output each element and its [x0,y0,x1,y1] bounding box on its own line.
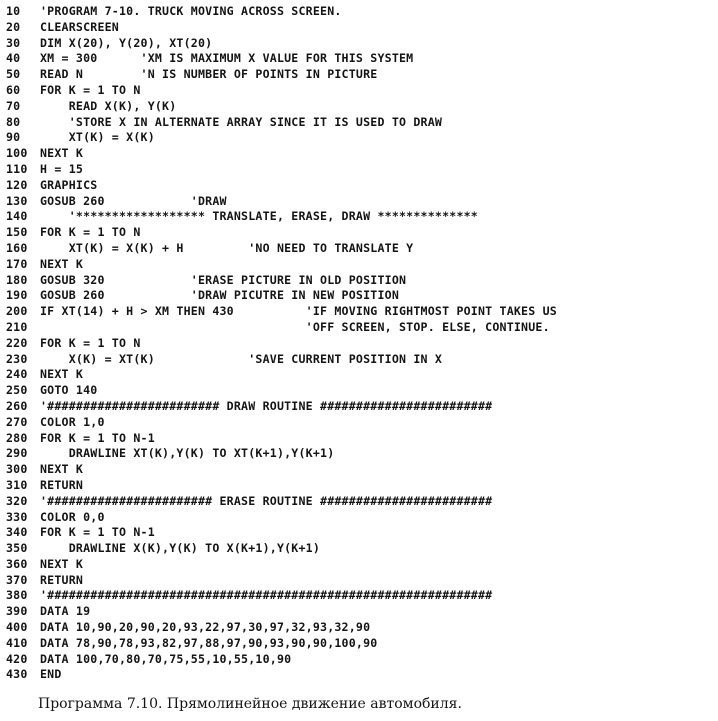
line-number: 320 [6,493,28,508]
code-text: '****************** TRANSLATE, ERASE, DRAW ************** [40,209,478,224]
code-text: GOSUB 260 'DRAW PICUTRE IN NEW POSITION [40,288,400,303]
line-number: 110 [6,161,28,176]
code-line [6,273,714,289]
code-text: READ X(K), Y(K) [40,98,177,113]
line-number: 100 [6,146,28,161]
code-line [6,146,714,162]
code-line [6,446,714,462]
line-number: 430 [6,667,28,682]
line-number: 380 [6,588,28,603]
line-number: 230 [6,351,28,366]
code-text: GOSUB 260 'DRAW [40,193,227,208]
code-line [6,304,714,320]
code-text: GOTO 140 [40,383,98,398]
line-number: 150 [6,225,28,240]
code-text: FOR K = 1 TO N [40,225,141,240]
line-number: 310 [6,477,28,492]
code-line [6,288,714,304]
line-number: 370 [6,572,28,587]
line-number: 280 [6,430,28,445]
line-number: 350 [6,541,28,556]
code-text: COLOR 0,0 [40,509,105,524]
code-text: DATA 19 [40,604,91,619]
code-line [6,241,714,257]
code-text: NEXT K [40,367,84,382]
code-text: NEXT K [40,146,84,161]
line-number: 360 [6,556,28,571]
code-line [6,36,714,52]
code-text: FOR K = 1 TO N-1 [40,525,155,540]
line-number: 300 [6,462,28,477]
line-number: 390 [6,604,28,619]
code-text: DIM X(20), Y(20), XT(20) [40,35,213,50]
line-number: 70 [6,98,21,113]
code-line [6,83,714,99]
line-number: 10 [6,4,21,18]
line-number: 40 [6,51,21,66]
code-line [6,99,714,115]
figure-caption: Программа 7.10. Прямолинейное движение автомобиля. [38,696,462,712]
line-number: 400 [6,620,28,635]
line-number: 200 [6,304,28,319]
code-line [6,320,714,336]
line-number: 180 [6,272,28,287]
code-line [6,20,714,36]
line-number: 120 [6,177,28,192]
line-number: 90 [6,130,21,145]
code-line [6,336,714,352]
code-line [6,415,714,431]
code-text: IF XT(14) + H > XM THEN 430 'IF MOVING RIGHTMOST POINT TAKES US [40,304,557,319]
code-text: COLOR 1,0 [40,414,105,429]
code-text: DATA 10,90,20,90,20,93,22,97,30,97,32,93,32,90 [40,620,371,635]
code-line [6,399,714,415]
code-line [6,162,714,178]
code-text: FOR K = 1 TO N-1 [40,430,155,445]
code-line [6,588,714,604]
code-line [6,462,714,478]
line-number: 190 [6,288,28,303]
code-text: DATA 78,90,78,93,82,97,88,97,90,93,90,90,100,90 [40,635,378,650]
code-text: XT(K) = X(K) + H 'NO NEED TO TRANSLATE Y [40,240,414,255]
code-text: RETURN [40,572,84,587]
line-number: 260 [6,398,28,413]
code-text: H = 15 [40,161,84,176]
code-line [6,510,714,526]
code-line [6,367,714,383]
code-line [6,557,714,573]
code-text: CLEARSCREEN [40,19,119,34]
code-text: '######################## DRAW ROUTINE ######################## [40,398,493,413]
code-line [6,573,714,589]
code-line [6,4,714,20]
line-number: 20 [6,19,21,34]
code-text: XM = 300 'XM IS MAXIMUM X VALUE FOR THIS SYSTEM [40,51,414,66]
line-number: 130 [6,193,28,208]
line-number: 80 [6,114,21,129]
code-text: 'PROGRAM 7-10. TRUCK MOVING ACROSS SCREEN. [40,4,342,18]
code-line [6,667,714,683]
line-number: 330 [6,509,28,524]
code-line [6,209,714,225]
line-number: 340 [6,525,28,540]
code-line [6,620,714,636]
code-text: END [40,667,62,682]
code-text: GOSUB 320 'ERASE PICTURE IN OLD POSITION [40,272,407,287]
line-number: 270 [6,414,28,429]
line-number: 290 [6,446,28,461]
code-line [6,494,714,510]
line-number: 220 [6,335,28,350]
code-text: RETURN [40,477,84,492]
line-number: 250 [6,383,28,398]
code-line [6,130,714,146]
code-text: READ N 'N IS NUMBER OF POINTS IN PICTURE [40,67,378,82]
code-text: 'OFF SCREEN, STOP. ELSE, CONTINUE. [40,319,550,334]
program-listing [6,4,714,683]
code-line [6,352,714,368]
line-number: 140 [6,209,28,224]
code-line [6,478,714,494]
code-text: FOR K = 1 TO N [40,82,141,97]
line-number: 420 [6,651,28,666]
code-line [6,178,714,194]
code-text: DRAWLINE XT(K),Y(K) TO XT(K+1),Y(K+1) [40,446,335,461]
code-text: '############################################################## [40,588,493,603]
code-line [6,115,714,131]
code-line [6,225,714,241]
code-text: '####################### ERASE ROUTINE ######################## [40,493,493,508]
code-line [6,525,714,541]
code-line [6,67,714,83]
code-text: NEXT K [40,556,84,571]
code-line [6,541,714,557]
line-number: 410 [6,635,28,650]
code-line [6,257,714,273]
line-number: 210 [6,319,28,334]
code-text: GRAPHICS [40,177,98,192]
line-number: 50 [6,67,21,82]
code-text: NEXT K [40,256,84,271]
code-text: XT(K) = X(K) [40,130,155,145]
code-text: DATA 100,70,80,70,75,55,10,55,10,90 [40,651,292,666]
code-text: FOR K = 1 TO N [40,335,141,350]
line-number: 240 [6,367,28,382]
code-line [6,636,714,652]
code-line [6,383,714,399]
code-text: NEXT K [40,462,84,477]
code-line [6,51,714,67]
code-text: DRAWLINE X(K),Y(K) TO X(K+1),Y(K+1) [40,541,321,556]
line-number: 30 [6,35,21,50]
code-line [6,194,714,210]
code-line [6,431,714,447]
code-line [6,652,714,668]
code-line [6,604,714,620]
code-text: 'STORE X IN ALTERNATE ARRAY SINCE IT IS USED TO DRAW [40,114,443,129]
line-number: 60 [6,82,21,97]
line-number: 160 [6,240,28,255]
code-text: X(K) = XT(K) 'SAVE CURRENT POSITION IN X [40,351,443,366]
line-number: 170 [6,256,28,271]
